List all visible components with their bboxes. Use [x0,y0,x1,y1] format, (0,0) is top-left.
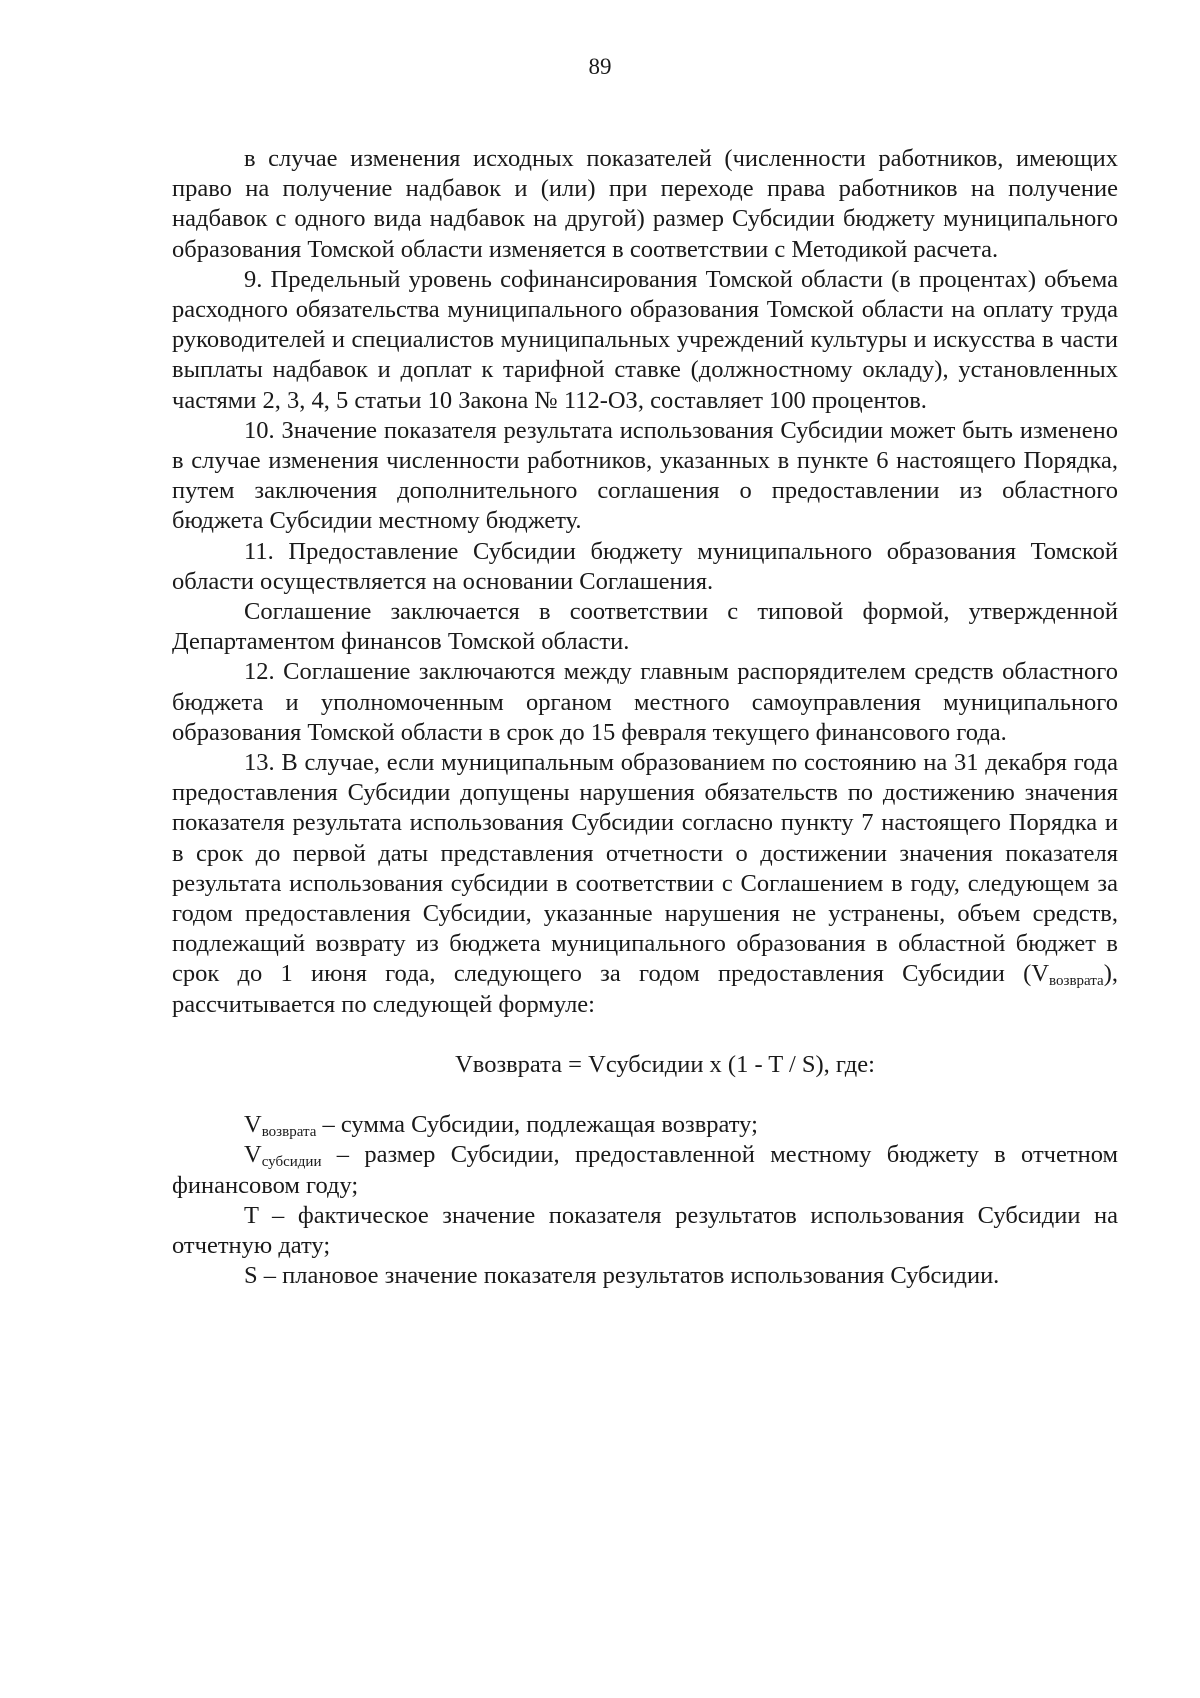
page-number: 89 [588,54,612,79]
paragraph-11: 11. Предоставление Субсидии бюджету муниципального образования Томской области осуществляется на основании Соглашения. [172,537,1118,595]
def1-symbol: V [244,1111,262,1139]
paragraph-13-text: 13. В случае, если муниципальным образованием по состоянию на 31 декабря года предоставления Субсидии допущены нарушения обязательств по достижению значения показателя результата использования Субсидии согласно пункту 7 настоящего Порядка и в срок до первой даты представления отчетности о достижении значения показателя результата использования субсидии в соответствии с Соглашением в году, следующем за годом предоставления Субсидии, указанные нарушения не устранены, объем средств, подлежащий возврату из бюджета муниципального образования в областной бюджет в срок до 1 июня года, следующего за годом предоставления Субсидии ( [172,749,1118,988]
document-body [172,144,1118,1291]
definition-v-return [172,1110,1118,1140]
paragraph-13-end: ), рассчитывается по следующей формуле: [172,960,1118,1018]
definition-t: T – фактическое значение показателя результатов использования Субсидии на отчетную дату; [172,1201,1118,1259]
paragraph-10: 10. Значение показателя результата использования Субсидии может быть изменено в случае изменения численности работников, указанных в пункте 6 настоящего Порядка, путем заключения дополнительного соглашения о предоставлении из областного бюджета Субсидии местному бюджету. [172,416,1118,535]
paragraph-11-agreement: Соглашение заключается в соответствии с типовой формой, утвержденной Департаментом финансов Томской области. [172,598,1118,656]
definition-s: S – плановое значение показателя результатов использования Субсидии. [244,1262,1000,1290]
paragraph-9: 9. Предельный уровень софинансирования Томской области (в процентах) объема расходного обязательства муниципального образования Томской области на оплату труда руководителей и специалистов муниципальных учреждений культуры и искусства в части выплаты надбавок и доплат к тарифной ставке (должностному окладу), установленных частями 2, 3, 4, 5 статьи 10 Закона № 112-ОЗ, составляет 100 процентов. [172,265,1118,414]
definition-v-subsidy [172,1140,1118,1200]
paragraph-continuation: в случае изменения исходных показателей (численности работников, имеющих право на получение надбавок и (или) при переходе права работников на получение надбавок с одного вида надбавок на другой) размер Субсидии бюджету муниципального образования Томской области изменяется в соответствии с Методикой расчета. [172,145,1118,263]
paragraph-13 [172,748,1118,1020]
formula: Vвозврата = Vсубсидии x (1 - T / S), где: [455,1050,875,1078]
v-symbol: V [1031,960,1050,988]
def1-text: – сумма Субсидии, подлежащая возврату; [316,1111,758,1139]
def1-subscript: возврата [261,1124,317,1141]
def2-subscript: субсидии [261,1154,322,1171]
v-subscript: возврата [1049,973,1104,990]
def2-symbol: V [244,1141,262,1169]
def2-text: – размер Субсидии, предоставленной местному бюджету в отчетном финансовом году; [172,1141,1118,1199]
paragraph-12: 12. Соглашение заключаются между главным распорядителем средств областного бюджета и уполномоченным органом местного самоуправления муниципального образования Томской области в срок до 15 февраля текущего финансового года. [172,658,1118,746]
